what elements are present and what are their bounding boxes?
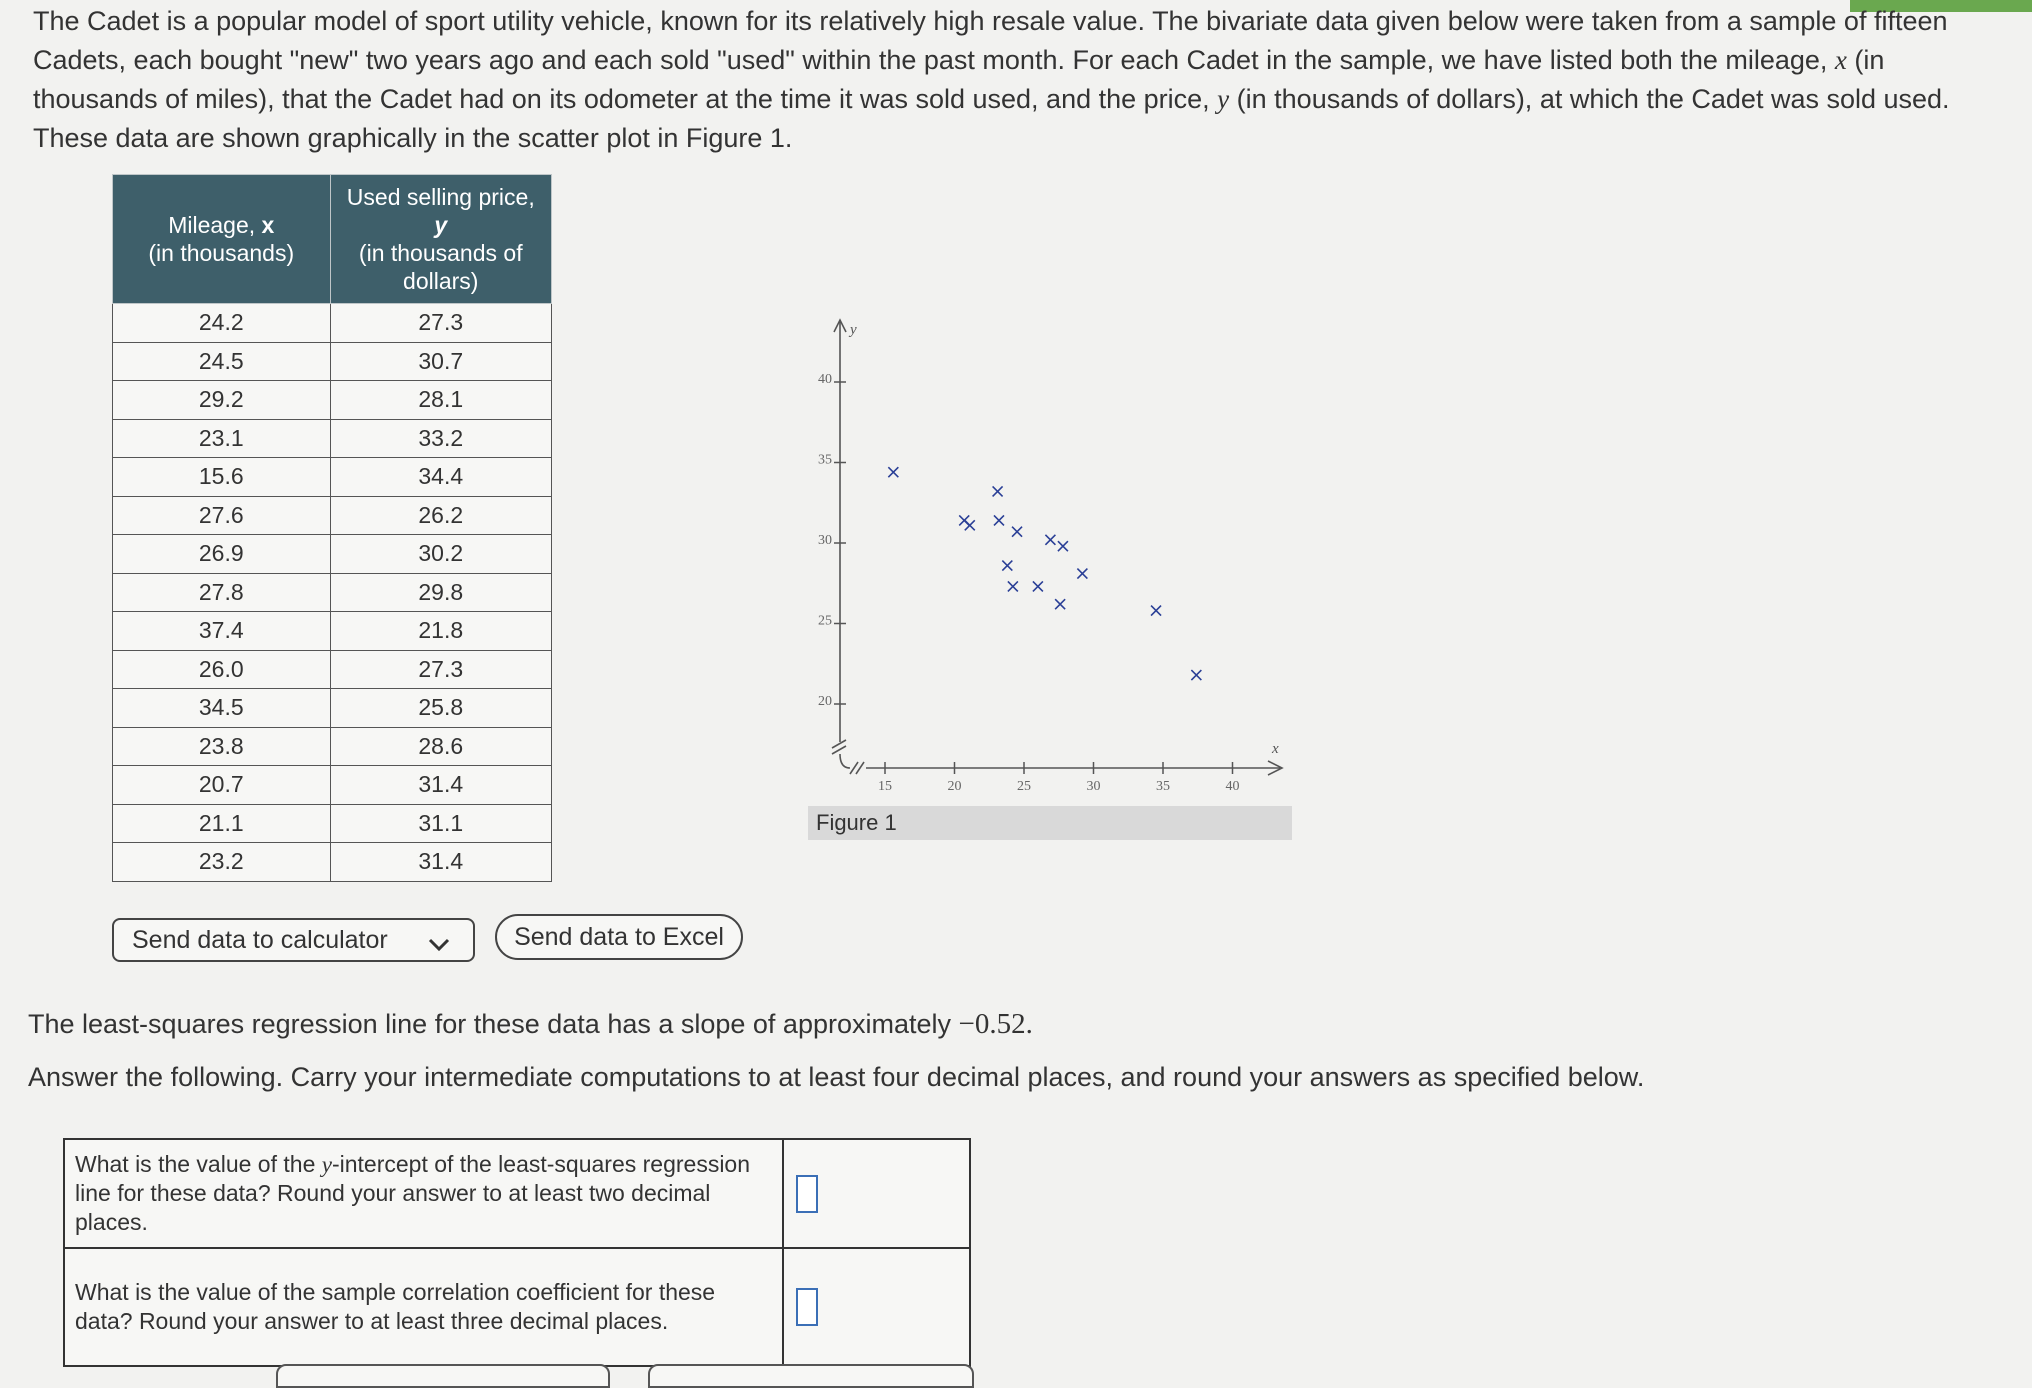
bottom-button-right[interactable] (648, 1364, 974, 1388)
intro-text-2: (in thousands of miles), that the Cadet had on its odometer at the time it was sold used, and the price, (33, 45, 1885, 114)
price-cell: 31.4 (330, 843, 551, 882)
mileage-cell: 27.8 (113, 573, 331, 612)
col-header-price: Used selling price, y (in thousands of dollars) (330, 175, 551, 304)
figure-caption: Figure 1 (808, 806, 1292, 840)
mileage-cell: 23.1 (113, 419, 331, 458)
x-tick-label: 15 (878, 779, 892, 794)
data-point (1058, 541, 1068, 551)
intercept-answer-input[interactable] (796, 1175, 818, 1213)
table-row (113, 342, 552, 381)
mileage-cell: 24.5 (113, 342, 331, 381)
mileage-cell: 29.2 (113, 381, 331, 420)
table-row (113, 419, 552, 458)
table-row (113, 573, 552, 612)
price-cell: 30.7 (330, 342, 551, 381)
price-cell: 25.8 (330, 689, 551, 728)
send-to-calculator-button[interactable] (112, 918, 475, 962)
data-point (1008, 581, 1018, 591)
table-row (113, 766, 552, 805)
answer-table (63, 1138, 971, 1367)
data-point (1151, 606, 1161, 616)
correlation-answer-input[interactable] (796, 1288, 818, 1326)
mileage-cell: 34.5 (113, 689, 331, 728)
price-cell: 34.4 (330, 458, 551, 497)
price-cell: 31.4 (330, 766, 551, 805)
data-point (965, 520, 975, 530)
price-cell: 21.8 (330, 612, 551, 651)
x-tick-label: 30 (1086, 779, 1101, 794)
problem-intro (33, 2, 1993, 158)
price-cell: 28.6 (330, 727, 551, 766)
price-cell: 33.2 (330, 419, 551, 458)
mileage-cell: 15.6 (113, 458, 331, 497)
x-tick-label: 20 (947, 779, 962, 794)
price-cell: 26.2 (330, 496, 551, 535)
y-axis-label: y (850, 322, 857, 338)
question-row-intercept (64, 1139, 970, 1248)
chevron-down-icon (427, 928, 451, 968)
price-cell: 28.1 (330, 381, 551, 420)
mileage-cell: 27.6 (113, 496, 331, 535)
slope-statement: The least-squares regression line for these data has a slope of approximately −0.52. (28, 1008, 1033, 1040)
data-table (112, 174, 552, 882)
x-tick-label: 35 (1156, 779, 1170, 794)
data-point (1033, 581, 1043, 591)
scatter-plot (790, 300, 1310, 800)
table-row (113, 727, 552, 766)
y-tick-label: 25 (818, 613, 832, 629)
intro-text-3: (in thousands of dollars), at which the Cadet was sold used. These data are shown graphically in the scatter plot in Figure 1. (33, 84, 1950, 153)
mileage-cell: 24.2 (113, 304, 331, 343)
table-row (113, 381, 552, 420)
data-point (1045, 535, 1055, 545)
answer-cell-correlation (783, 1248, 970, 1366)
mileage-cell: 21.1 (113, 804, 331, 843)
y-tick-label: 40 (818, 372, 832, 387)
data-point (1002, 561, 1012, 571)
send-to-excel-button[interactable]: Send data to Excel (495, 914, 743, 960)
table-row (113, 496, 552, 535)
y-axis-break (832, 740, 846, 754)
mileage-cell: 23.2 (113, 843, 331, 882)
data-point (888, 467, 898, 477)
x-tick-label: 40 (1225, 779, 1240, 794)
data-point (993, 486, 1003, 496)
mileage-cell: 37.4 (113, 612, 331, 651)
price-cell: 27.3 (330, 650, 551, 689)
table-row (113, 804, 552, 843)
data-point (1012, 527, 1022, 537)
intro-text-1: The Cadet is a popular model of sport utility vehicle, known for its relatively high resale value. The bivariate data given below were taken from a sample of fifteen Cadets, each bought "new" two years ago and each sold "used" within the past month. For each Cadet in the sample, we have listed both the mileage, (33, 6, 1948, 75)
axis-corner (840, 754, 850, 768)
y-tick-label: 30 (818, 533, 832, 548)
mileage-cell: 26.9 (113, 535, 331, 574)
var-x: x (1834, 45, 1847, 75)
table-row (113, 612, 552, 651)
send-to-calculator-label: Send data to calculator (132, 926, 388, 954)
data-point (1191, 670, 1201, 680)
instructions-text: Answer the following. Carry your intermediate computations to at least four decimal places, and round your answers as specified below. (28, 1062, 1645, 1092)
price-cell: 29.8 (330, 573, 551, 612)
table-row (113, 689, 552, 728)
x-tick-label: 25 (1017, 779, 1031, 794)
mileage-cell: 20.7 (113, 766, 331, 805)
price-cell: 27.3 (330, 304, 551, 343)
x-axis-label: x (1272, 741, 1279, 757)
price-cell: 31.1 (330, 804, 551, 843)
bottom-button-left[interactable] (276, 1364, 610, 1388)
price-cell: 30.2 (330, 535, 551, 574)
var-y: y (1217, 84, 1230, 114)
question-correlation: What is the value of the sample correlation coefficient for these data? Round your answer to at least three decimal places. (64, 1248, 783, 1366)
mileage-cell: 26.0 (113, 650, 331, 689)
data-point (1055, 599, 1065, 609)
table-row (113, 535, 552, 574)
table-row (113, 304, 552, 343)
y-tick-label: 20 (818, 694, 832, 709)
table-row (113, 843, 552, 882)
x-axis-break (850, 762, 864, 774)
question-intercept: What is the value of the y-intercept of the least-squares regression line for these data? Round your answer to at least two decimal places. (64, 1139, 783, 1248)
question-row-correlation (64, 1248, 970, 1366)
col-header-mileage: Mileage, x (in thousands) (113, 175, 331, 304)
table-row (113, 458, 552, 497)
y-tick-label: 35 (818, 452, 832, 468)
data-point (994, 515, 1004, 525)
answer-cell-intercept (783, 1139, 970, 1248)
table-row (113, 650, 552, 689)
data-point (1077, 569, 1087, 579)
mileage-cell: 23.8 (113, 727, 331, 766)
